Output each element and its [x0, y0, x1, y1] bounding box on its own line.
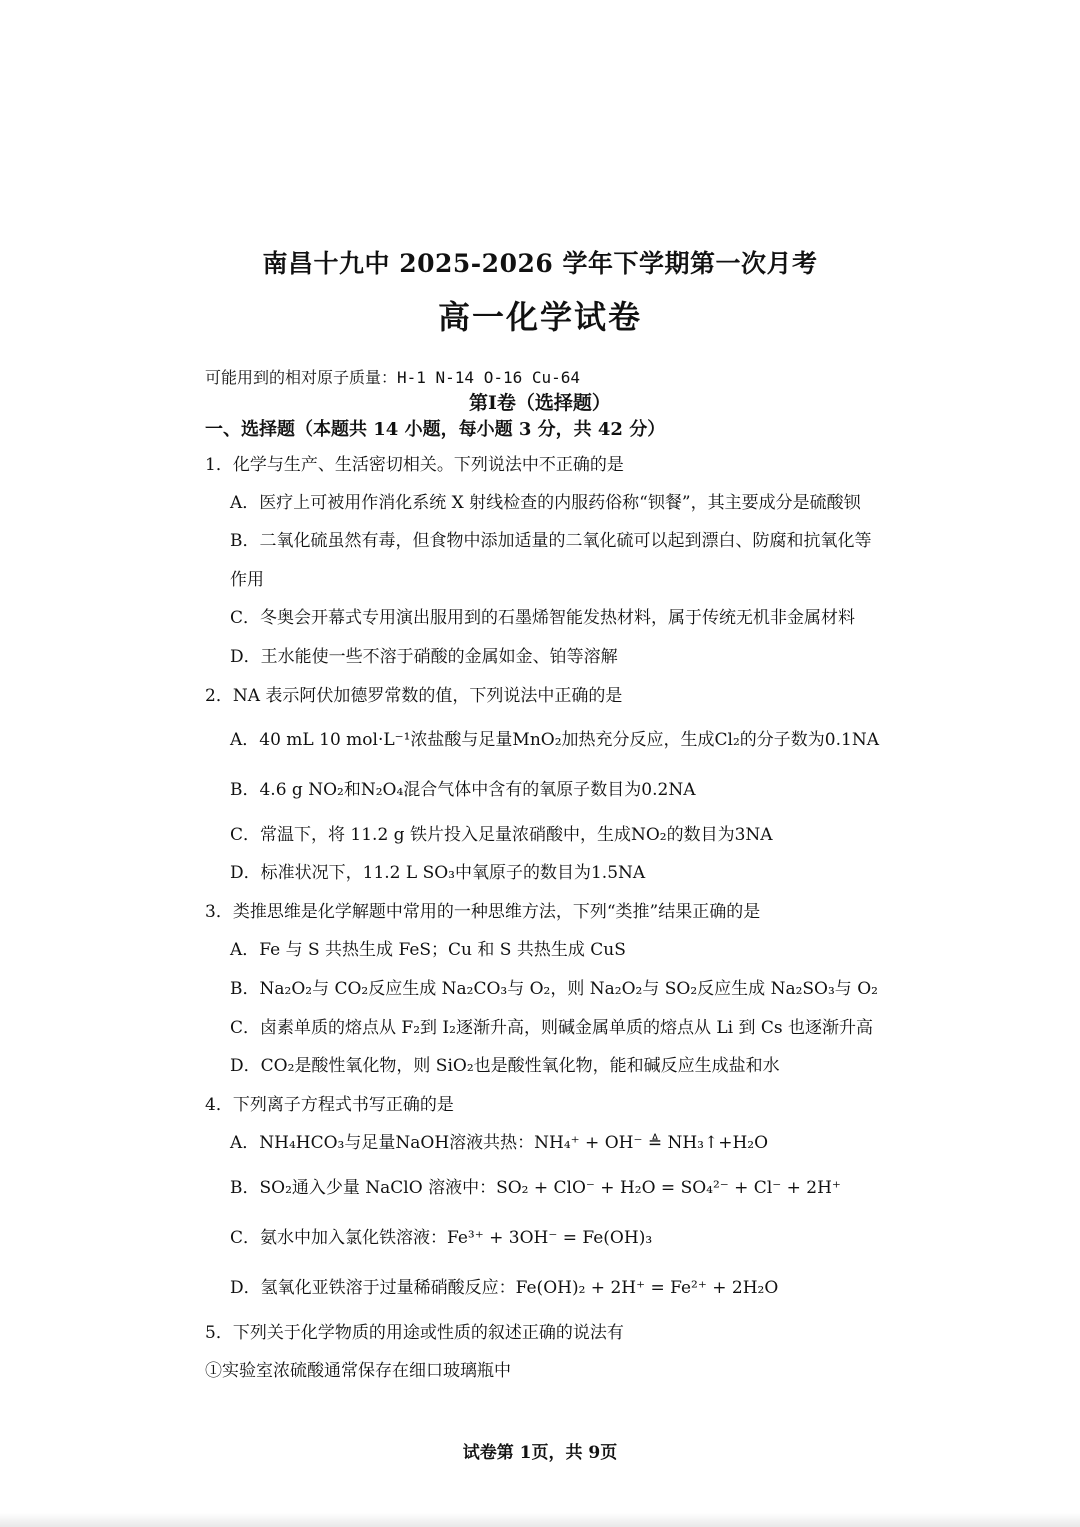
question-1-option-a: A．医疗上可被用作消化系统 X 射线检查的内服药俗称“钡餐”，其主要成分是硫酸钡	[230, 493, 861, 513]
question-4-option-a: A．NH₄HCO₃与足量NaOH溶液共热：NH₄⁺ + OH⁻ ≜ NH₃↑+H₂O	[230, 1133, 769, 1153]
question-3-option-a: A．Fe 与 S 共热生成 FeS；Cu 和 S 共热生成 CuS	[230, 940, 626, 960]
question-3-stem: 3．类推思维是化学解题中常用的一种思维方法，下列“类推”结果正确的是	[205, 902, 761, 922]
question-5-item-1: ①实验室浓硫酸通常保存在细口玻璃瓶中	[205, 1361, 511, 1381]
question-1-option-c: C．冬奥会开幕式专用演出服用到的石墨烯智能发热材料，属于传统无机非金属材料	[230, 608, 856, 628]
question-4-option-b: B．SO₂通入少量 NaClO 溶液中：SO₂ + ClO⁻ + H₂O = SO₄²⁻ + Cl⁻ + 2H⁺	[230, 1178, 841, 1198]
page-footer: 试卷第 1页，共 9页	[462, 1443, 618, 1463]
question-4-option-c: C．氨水中加入氯化铁溶液：Fe³⁺ + 3OH⁻ = Fe(OH)₃	[230, 1228, 653, 1248]
question-4-stem: 4．下列离子方程式书写正确的是	[205, 1095, 454, 1115]
exam-title: 南昌十九中 2025-2026 学年下学期第一次月考	[262, 249, 818, 278]
atomic-masses: 可能用到的相对原子质量：H-1 N-14 O-16 Cu-64	[205, 368, 581, 387]
question-3-option-c: C．卤素单质的熔点从 F₂到 I₂逐渐升高，则碱金属单质的熔点从 Li 到 Cs 也逐渐升高	[230, 1018, 874, 1038]
question-2-option-c: C．常温下，将 11.2 g 铁片投入足量浓硝酸中，生成NO₂的数目为3NA	[230, 825, 773, 845]
scan-edge-shadow	[0, 1513, 1080, 1527]
question-2-option-a: A．40 mL 10 mol·L⁻¹浓盐酸与足量MnO₂加热充分反应，生成Cl₂的分子数为0.1NA	[230, 730, 879, 750]
question-1-option-b-cont: 作用	[230, 570, 264, 590]
question-4-option-d: D．氢氧化亚铁溶于过量稀硝酸反应：Fe(OH)₂ + 2H⁺ = Fe²⁺ + 2H₂O	[230, 1278, 779, 1298]
question-2-option-b: B．4.6 g NO₂和N₂O₄混合气体中含有的氧原子数目为0.2NA	[230, 780, 696, 800]
question-1-option-b: B．二氧化硫虽然有毒，但食物中添加适量的二氧化硫可以起到漂白、防腐和抗氧化等	[230, 531, 872, 551]
question-5-stem: 5．下列关于化学物质的用途或性质的叙述正确的说法有	[205, 1323, 624, 1343]
exam-subtitle: 高一化学试卷	[437, 298, 642, 336]
question-3-option-d: D．CO₂是酸性氧化物，则 SiO₂也是酸性氧化物，能和碱反应生成盐和水	[230, 1056, 780, 1076]
section-title: 一、选择题（本题共 14 小题，每小题 3 分，共 42 分）	[205, 419, 666, 440]
question-2-option-d: D．标准状况下，11.2 L SO₃中氧原子的数目为1.5NA	[230, 863, 646, 883]
question-3-option-b: B．Na₂O₂与 CO₂反应生成 Na₂CO₃与 O₂，则 Na₂O₂与 SO₂反应生成 Na₂SO₃与 O₂	[230, 979, 878, 999]
question-2-stem: 2．NA 表示阿伏加德罗常数的值，下列说法中正确的是	[205, 686, 623, 706]
question-1-option-d: D．王水能使一些不溶于硝酸的金属如金、铂等溶解	[230, 647, 618, 667]
question-1-stem: 1．化学与生产、生活密切相关。下列说法中不正确的是	[205, 455, 624, 475]
volume-title: 第Ⅰ卷（选择题）	[469, 392, 611, 414]
